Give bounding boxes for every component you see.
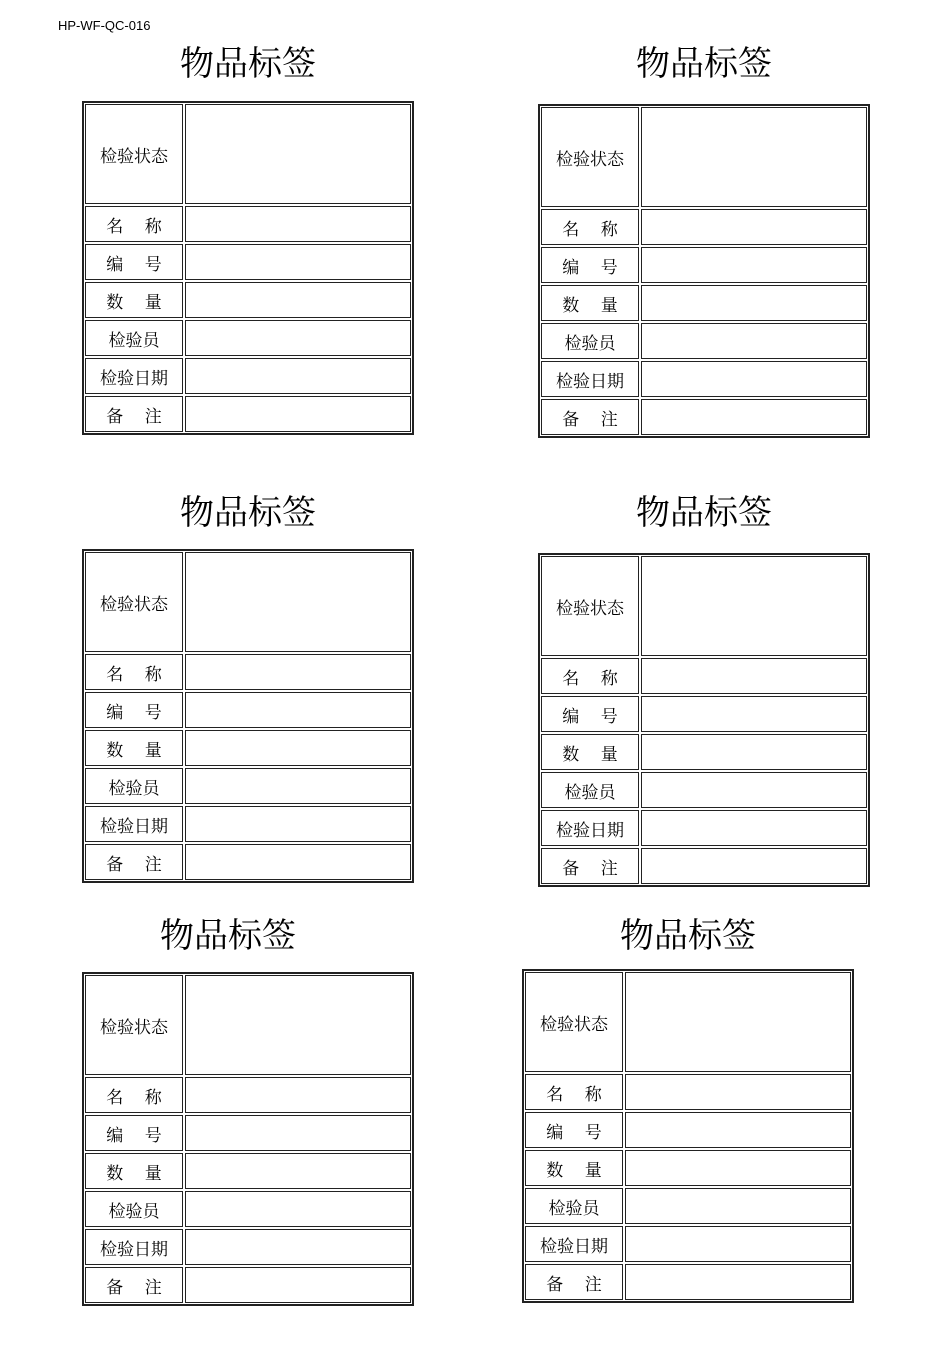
field-row-remark — [541, 399, 867, 435]
field-label-remark — [85, 396, 183, 432]
field-row-inspector — [525, 1188, 851, 1224]
field-row-inspector — [85, 1191, 411, 1227]
field-value-inspector[interactable] — [641, 323, 867, 359]
field-row-date — [85, 1229, 411, 1265]
field-value-quantity[interactable] — [185, 1153, 411, 1189]
field-label-text: 备 注 — [546, 1274, 602, 1295]
field-label-text: 检验日期 — [100, 816, 168, 837]
field-label-status — [85, 975, 183, 1075]
field-row-quantity — [525, 1150, 851, 1186]
field-label-text: 检验状态 — [100, 1017, 168, 1038]
label-table — [82, 101, 414, 435]
field-value-status[interactable] — [625, 972, 851, 1072]
field-label-text: 检验日期 — [556, 371, 624, 392]
field-value-date[interactable] — [185, 806, 411, 842]
field-label-remark — [85, 844, 183, 880]
field-value-inspector[interactable] — [185, 320, 411, 356]
field-row-date — [85, 806, 411, 842]
field-value-date[interactable] — [185, 358, 411, 394]
field-label-text: 编 号 — [546, 1122, 602, 1143]
field-label-name — [525, 1074, 623, 1110]
field-row-date — [541, 810, 867, 846]
field-row-quantity — [85, 730, 411, 766]
field-row-inspector — [541, 772, 867, 808]
field-row-inspector — [85, 320, 411, 356]
field-label-text: 检验日期 — [100, 368, 168, 389]
field-label-text: 备 注 — [106, 406, 162, 427]
field-row-number — [85, 1115, 411, 1151]
field-label-text: 检验状态 — [100, 594, 168, 615]
field-label-text: 检验员 — [564, 782, 616, 803]
field-row-remark — [525, 1264, 851, 1300]
field-label-status — [525, 972, 623, 1072]
field-label-text: 数 量 — [106, 292, 162, 313]
field-label-number — [525, 1112, 623, 1148]
field-row-number — [85, 692, 411, 728]
field-row-remark — [85, 844, 411, 880]
field-value-date[interactable] — [641, 361, 867, 397]
field-label-inspector — [85, 1191, 183, 1227]
field-label-status — [541, 556, 639, 656]
field-value-status[interactable] — [185, 104, 411, 204]
field-value-name[interactable] — [185, 206, 411, 242]
field-label-remark — [541, 399, 639, 435]
field-label-number — [85, 244, 183, 280]
field-label-remark — [541, 848, 639, 884]
field-label-quantity — [85, 730, 183, 766]
field-value-inspector[interactable] — [185, 768, 411, 804]
field-value-number[interactable] — [185, 1115, 411, 1151]
field-value-remark[interactable] — [641, 399, 867, 435]
field-row-number — [541, 247, 867, 283]
label-table — [82, 972, 414, 1306]
field-label-remark — [85, 1267, 183, 1303]
field-label-quantity — [541, 285, 639, 321]
field-label-text: 名 称 — [106, 1087, 162, 1108]
field-label-name — [85, 1077, 183, 1113]
field-label-status — [541, 107, 639, 207]
field-label-date — [85, 806, 183, 842]
field-label-text: 数 量 — [106, 740, 162, 761]
field-label-text: 检验员 — [564, 333, 616, 354]
field-value-quantity[interactable] — [641, 734, 867, 770]
label-title: 物品标签 — [160, 916, 296, 956]
field-value-name[interactable] — [185, 1077, 411, 1113]
label-title: 物品标签 — [180, 493, 316, 533]
field-row-inspector — [541, 323, 867, 359]
field-row-remark — [85, 1267, 411, 1303]
field-label-inspector — [525, 1188, 623, 1224]
field-label-text: 编 号 — [106, 254, 162, 275]
field-label-text: 数 量 — [546, 1160, 602, 1181]
field-label-text: 检验状态 — [540, 1014, 608, 1035]
field-label-text: 数 量 — [562, 744, 618, 765]
field-value-status[interactable] — [185, 975, 411, 1075]
field-value-name[interactable] — [641, 658, 867, 694]
field-label-text: 名 称 — [562, 219, 618, 240]
field-label-number — [85, 692, 183, 728]
label-table — [538, 104, 870, 438]
field-row-status — [85, 975, 411, 1075]
field-row-quantity — [85, 1153, 411, 1189]
field-value-name[interactable] — [641, 209, 867, 245]
field-value-inspector[interactable] — [625, 1188, 851, 1224]
field-label-quantity — [525, 1150, 623, 1186]
field-value-date[interactable] — [625, 1226, 851, 1262]
field-value-number[interactable] — [641, 696, 867, 732]
field-label-text: 名 称 — [106, 216, 162, 237]
field-row-quantity — [85, 282, 411, 318]
field-label-text: 检验日期 — [540, 1236, 608, 1257]
field-row-name — [85, 1077, 411, 1113]
field-label-text: 数 量 — [562, 295, 618, 316]
field-value-number[interactable] — [185, 692, 411, 728]
field-row-status — [85, 104, 411, 204]
field-row-date — [85, 358, 411, 394]
label-table — [82, 549, 414, 883]
field-value-status[interactable] — [641, 107, 867, 207]
field-label-inspector — [85, 320, 183, 356]
field-label-name — [85, 206, 183, 242]
field-label-text: 检验员 — [108, 330, 160, 351]
field-label-date — [85, 358, 183, 394]
field-label-date — [85, 1229, 183, 1265]
field-value-quantity[interactable] — [641, 285, 867, 321]
field-label-text: 检验状态 — [100, 146, 168, 167]
field-label-text: 检验员 — [548, 1198, 600, 1219]
label-table — [522, 969, 854, 1303]
field-row-quantity — [541, 285, 867, 321]
field-value-remark[interactable] — [641, 848, 867, 884]
field-value-number[interactable] — [641, 247, 867, 283]
field-label-text: 备 注 — [106, 1277, 162, 1298]
field-label-date — [541, 810, 639, 846]
field-value-quantity[interactable] — [185, 730, 411, 766]
field-label-text: 检验员 — [108, 1201, 160, 1222]
field-label-text: 备 注 — [106, 854, 162, 875]
field-value-quantity[interactable] — [185, 282, 411, 318]
field-label-date — [525, 1226, 623, 1262]
label-title: 物品标签 — [636, 493, 772, 533]
field-value-remark[interactable] — [185, 844, 411, 880]
field-label-text: 备 注 — [562, 858, 618, 879]
field-value-inspector[interactable] — [641, 772, 867, 808]
field-row-name — [541, 658, 867, 694]
field-row-number — [541, 696, 867, 732]
field-row-name — [525, 1074, 851, 1110]
field-row-status — [525, 972, 851, 1072]
field-value-remark[interactable] — [185, 396, 411, 432]
field-row-status — [85, 552, 411, 652]
field-row-number — [85, 244, 411, 280]
field-label-text: 检验日期 — [556, 820, 624, 841]
field-label-text: 编 号 — [562, 257, 618, 278]
field-row-status — [541, 556, 867, 656]
field-row-name — [541, 209, 867, 245]
field-label-text: 数 量 — [106, 1163, 162, 1184]
field-value-date[interactable] — [641, 810, 867, 846]
field-row-quantity — [541, 734, 867, 770]
field-label-text: 名 称 — [106, 664, 162, 685]
field-label-text: 编 号 — [562, 706, 618, 727]
field-label-inspector — [541, 772, 639, 808]
field-label-name — [541, 658, 639, 694]
field-row-status — [541, 107, 867, 207]
field-value-status[interactable] — [641, 556, 867, 656]
field-label-text: 名 称 — [562, 668, 618, 689]
field-label-inspector — [541, 323, 639, 359]
field-value-quantity[interactable] — [625, 1150, 851, 1186]
field-label-text: 检验状态 — [556, 149, 624, 170]
field-label-text: 编 号 — [106, 702, 162, 723]
field-value-remark[interactable] — [625, 1264, 851, 1300]
field-row-remark — [85, 396, 411, 432]
field-value-name[interactable] — [625, 1074, 851, 1110]
document-code: HP-WF-QC-016 — [58, 18, 151, 33]
field-value-date[interactable] — [185, 1229, 411, 1265]
field-value-number[interactable] — [185, 244, 411, 280]
field-value-remark[interactable] — [185, 1267, 411, 1303]
field-label-number — [541, 247, 639, 283]
field-value-inspector[interactable] — [185, 1191, 411, 1227]
field-row-date — [541, 361, 867, 397]
field-row-number — [525, 1112, 851, 1148]
field-label-remark — [525, 1264, 623, 1300]
field-label-text: 备 注 — [562, 409, 618, 430]
field-label-status — [85, 104, 183, 204]
field-value-name[interactable] — [185, 654, 411, 690]
field-row-inspector — [85, 768, 411, 804]
field-label-name — [541, 209, 639, 245]
label-title: 物品标签 — [620, 916, 756, 956]
field-value-status[interactable] — [185, 552, 411, 652]
label-title: 物品标签 — [636, 44, 772, 84]
field-label-number — [85, 1115, 183, 1151]
label-title: 物品标签 — [180, 44, 316, 84]
label-table — [538, 553, 870, 887]
field-label-date — [541, 361, 639, 397]
field-label-number — [541, 696, 639, 732]
field-label-inspector — [85, 768, 183, 804]
field-label-text: 编 号 — [106, 1125, 162, 1146]
field-label-text: 检验日期 — [100, 1239, 168, 1260]
field-label-quantity — [85, 282, 183, 318]
field-value-number[interactable] — [625, 1112, 851, 1148]
field-label-text: 检验员 — [108, 778, 160, 799]
field-label-status — [85, 552, 183, 652]
field-row-name — [85, 654, 411, 690]
field-row-remark — [541, 848, 867, 884]
field-label-quantity — [85, 1153, 183, 1189]
field-row-date — [525, 1226, 851, 1262]
field-row-name — [85, 206, 411, 242]
field-label-name — [85, 654, 183, 690]
field-label-text: 名 称 — [546, 1084, 602, 1105]
field-label-text: 检验状态 — [556, 598, 624, 619]
field-label-quantity — [541, 734, 639, 770]
